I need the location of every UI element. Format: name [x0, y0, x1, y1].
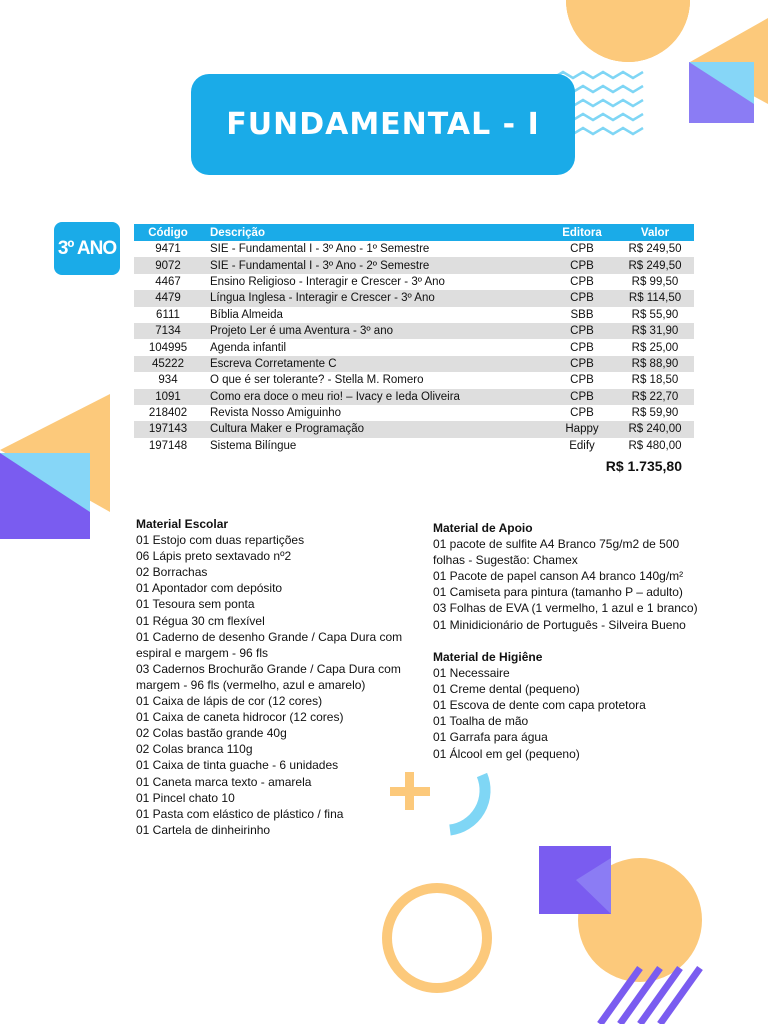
cell-code: 218402: [148, 407, 188, 420]
cell-publisher: SBB: [570, 308, 594, 321]
list-item: 01 Pasta com elástico de plástico / fina: [136, 806, 344, 821]
cell-code: 9471: [155, 243, 181, 256]
list-item: 01 Álcool em gel (pequeno): [433, 746, 580, 761]
list-item: 01 Caixa de tinta guache - 6 unidades: [136, 758, 339, 773]
cell-publisher: CPB: [548, 290, 616, 306]
list-item: 01 Cartela de dinheirinho: [136, 822, 271, 837]
list-item: 01 Caixa de caneta hidrocor (12 cores): [136, 710, 344, 725]
table-row: [134, 257, 694, 273]
cell-description: Cultura Maker e Programação: [202, 421, 548, 437]
table-row: [134, 372, 694, 388]
cell-value: R$ 240,00: [616, 421, 694, 437]
cell-code: 4467: [155, 275, 181, 288]
header-value: Valor: [616, 224, 694, 241]
list-item: 01 Caneta marca texto - amarela: [136, 774, 312, 789]
list-item: 01 Régua 30 cm flexível: [136, 613, 265, 628]
orange-circle-top-shape: [566, 0, 690, 62]
cell-description: SIE - Fundamental I - 3º Ano - 1º Semestre: [210, 243, 430, 256]
cell-description: O que é ser tolerante? - Stella M. Romero: [210, 374, 424, 387]
cell-value: R$ 59,90: [631, 407, 679, 420]
list-item: folhas - Sugestão: Chamex: [433, 553, 578, 568]
material-higiene-list: [433, 649, 646, 762]
cell-description: Língua Inglesa - Interagir e Crescer - 3º Ano: [202, 290, 548, 306]
table-header-row: [134, 224, 694, 241]
cell-description: Revista Nosso Amiguinho: [210, 407, 342, 420]
list-item: 01 Caixa de lápis de cor (12 cores): [136, 694, 323, 709]
list-item: 01 Caderno de desenho Grande / Capa Dura com: [136, 629, 403, 644]
grade-badge: 3º ANO: [54, 222, 120, 275]
material-apoio-list: [433, 520, 698, 633]
table-row: [134, 389, 694, 405]
list-item: 01 Pacote de papel canson A4 branco 140g/m²: [433, 569, 684, 584]
cell-publisher: CPB: [548, 323, 616, 339]
list-item: 01 Camiseta para pintura (tamanho P – adulto): [433, 585, 683, 600]
material-apoio-title: Material de Apoio: [433, 521, 533, 535]
list-item: 01 Apontador com depósito: [136, 581, 283, 596]
table-row: [134, 339, 694, 355]
cell-value: R$ 99,50: [631, 275, 679, 288]
cell-code: 9072: [134, 257, 202, 273]
header-publisher: Editora: [548, 224, 616, 241]
cell-value: R$ 22,70: [616, 389, 694, 405]
list-item: 01 Tesoura sem ponta: [136, 597, 255, 612]
cell-publisher: CPB: [548, 257, 616, 273]
cell-description: Sistema Bilíngue: [210, 439, 297, 452]
table-row: [134, 307, 694, 323]
list-item: 02 Borrachas: [136, 565, 208, 580]
cell-publisher: CPB: [548, 356, 616, 372]
list-item: espiral e margem - 96 fls: [136, 645, 269, 660]
list-item: 01 Necessaire: [433, 666, 510, 681]
material-escolar-list: [136, 516, 402, 838]
page-title-banner: [191, 74, 575, 175]
cell-publisher: Edify: [569, 439, 595, 452]
cell-code: 4479: [134, 290, 202, 306]
cell-value: R$ 55,90: [631, 308, 679, 321]
cell-description: Agenda infantil: [210, 341, 287, 354]
cell-value: R$ 480,00: [628, 439, 682, 452]
cell-value: R$ 25,00: [631, 341, 679, 354]
total-value: R$ 1.735,80: [605, 458, 682, 474]
table-row: [134, 290, 694, 306]
cell-publisher: CPB: [570, 341, 594, 354]
list-item: 02 Colas bastão grande 40g: [136, 726, 287, 741]
page-title: FUNDAMENTAL - I: [226, 107, 540, 142]
table-row: [134, 323, 694, 339]
cell-description: SIE - Fundamental I - 3º Ano - 2º Semestre: [202, 257, 548, 273]
cell-description: Ensino Religioso - Interagir e Crescer - 3º Ano: [210, 275, 445, 288]
list-item: 03 Cadernos Brochurão Grande / Capa Dura com: [136, 661, 401, 676]
cell-value: R$ 249,50: [628, 243, 682, 256]
list-item: 01 Escova de dente com capa protetora: [433, 698, 646, 713]
cell-code: 45222: [134, 356, 202, 372]
orange-ring-shape: [387, 888, 487, 988]
cell-value: R$ 31,90: [616, 323, 694, 339]
table-row: [134, 356, 694, 372]
table-row: [134, 274, 694, 290]
cell-publisher: CPB: [570, 243, 594, 256]
cell-publisher: CPB: [570, 374, 594, 387]
table-row: [134, 241, 694, 257]
cell-code: 197148: [148, 439, 188, 452]
cell-code: 6111: [156, 308, 180, 321]
list-item: 01 Minidicionário de Português - Silveira Bueno: [433, 617, 686, 632]
table-row: [134, 421, 694, 437]
cell-value: R$ 88,90: [616, 356, 694, 372]
cell-code: 197143: [134, 421, 202, 437]
cell-description: Escreva Corretamente C: [202, 356, 548, 372]
items-table: [134, 224, 694, 454]
list-item: margem - 96 fls (vermelho, azul e amarelo): [136, 677, 366, 692]
cell-code: 1091: [134, 389, 202, 405]
material-higiene-title: Material de Higiêne: [433, 650, 543, 664]
cell-description: Como era doce o meu rio! – Ivacy e Ieda Oliveira: [202, 389, 548, 405]
header-description: Descrição: [202, 224, 548, 241]
list-item: 01 Creme dental (pequeno): [433, 682, 580, 697]
list-item: 01 Toalha de mão: [433, 714, 529, 729]
cell-description: Bíblia Almeida: [210, 308, 283, 321]
material-escolar-title: Material Escolar: [136, 517, 229, 531]
cell-value: R$ 114,50: [616, 290, 694, 306]
table-row: [134, 405, 694, 421]
cell-publisher: Happy: [548, 421, 616, 437]
header-code: Código: [134, 224, 202, 241]
cell-publisher: CPB: [570, 407, 594, 420]
list-item: 01 Garrafa para água: [433, 730, 548, 745]
blue-arc-shape: [450, 775, 485, 830]
list-item: 02 Colas branca 110g: [136, 742, 253, 757]
list-item: 01 Pincel chato 10: [136, 790, 235, 805]
cell-code: 934: [158, 374, 178, 387]
list-item: 01 pacote de sulfite A4 Branco 75g/m2 de 500: [433, 537, 680, 552]
cell-value: R$ 18,50: [631, 374, 679, 387]
table-row: [134, 438, 694, 454]
cell-code: 104995: [148, 341, 188, 354]
list-item: 06 Lápis preto sextavado nº2: [136, 549, 292, 564]
cell-value: R$ 249,50: [616, 257, 694, 273]
cell-publisher: CPB: [548, 389, 616, 405]
cell-publisher: CPB: [570, 275, 594, 288]
list-item: 01 Estojo com duas repartições: [136, 533, 305, 548]
cell-code: 7134: [134, 323, 202, 339]
cell-description: Projeto Ler é uma Aventura - 3º ano: [202, 323, 548, 339]
list-item: 03 Folhas de EVA (1 vermelho, 1 azul e 1 branco): [433, 601, 698, 616]
